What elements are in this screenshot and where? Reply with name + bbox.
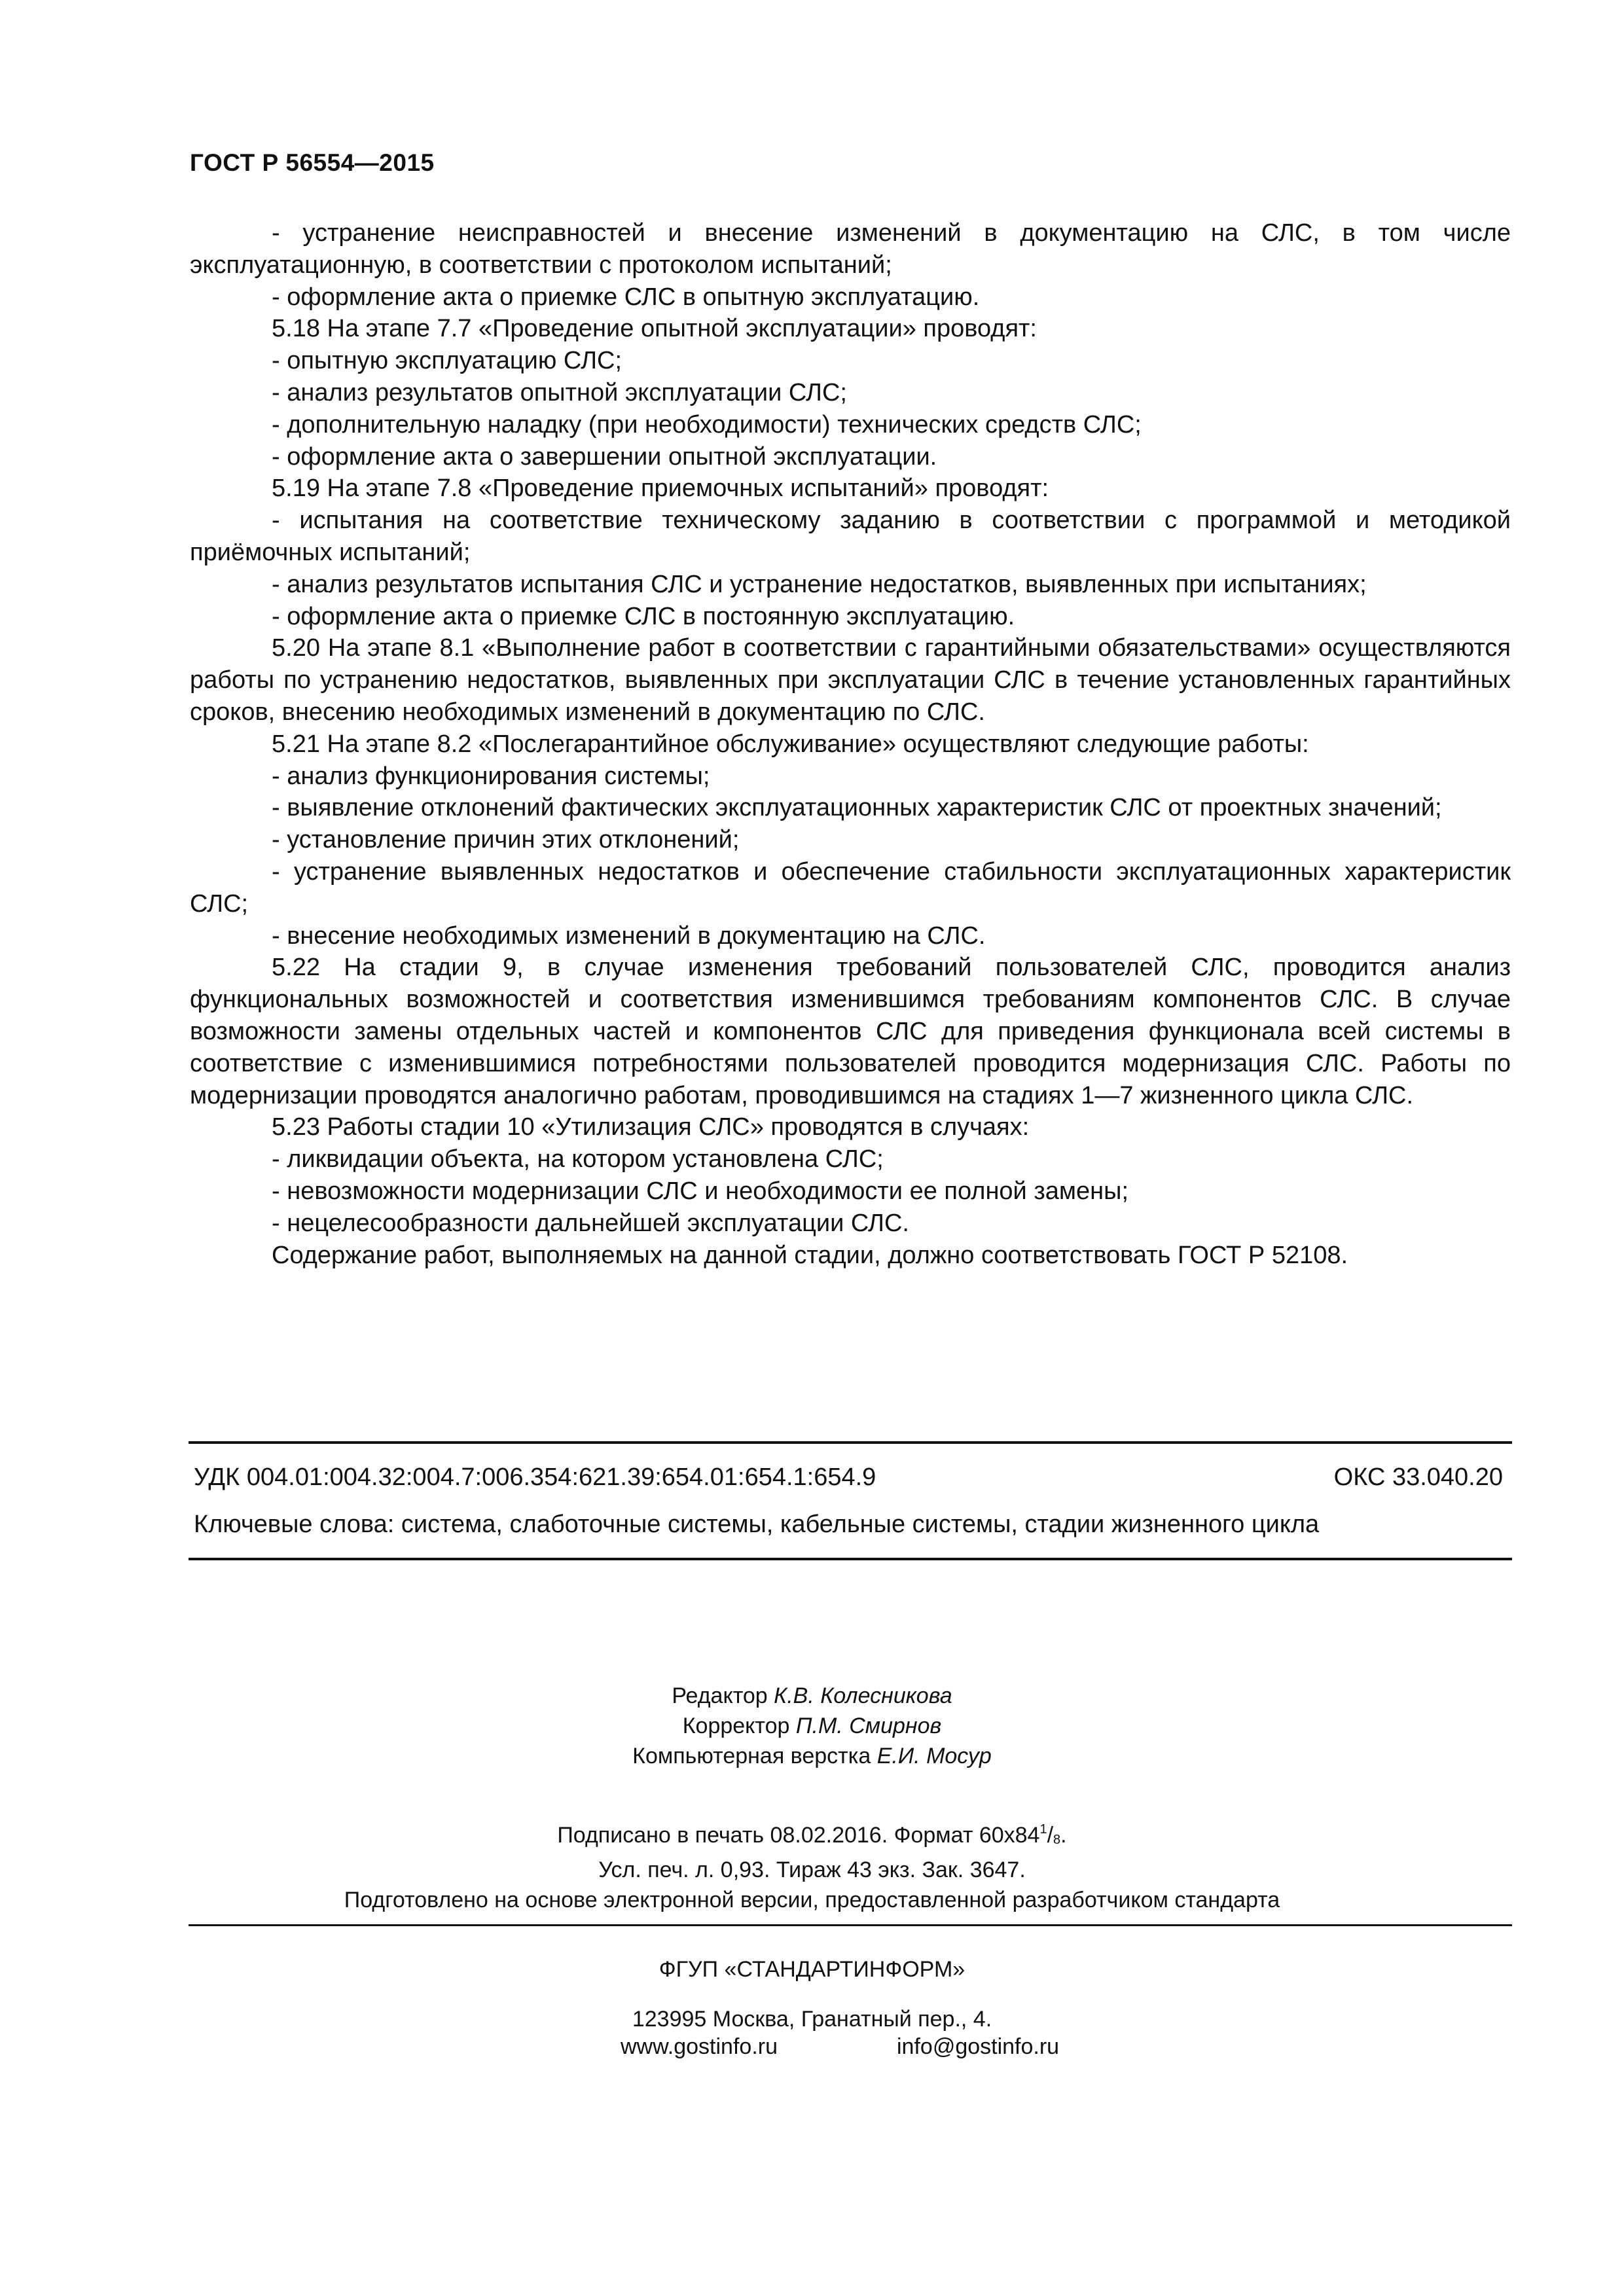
credits-block [0,1681,1624,1771]
website-link[interactable]: www.gostinfo.ru [621,2034,778,2059]
body-paragraph: - дополнительную наладку (при необходимости) технических средств СЛС; [272,410,1142,439]
publisher-address: 123995 Москва, Гранатный пер., 4. [632,2007,992,2032]
body-paragraph: - анализ результатов опытной эксплуатации СЛС; [272,378,847,406]
body-paragraph: 5.19 На этапе 7.8 «Проведение приемочных испытаний» проводят: [272,475,1049,503]
body-paragraph: - устранение неисправностей и внесение изменений в документацию на СЛС, в том числе эксплуатационную, в соответствии с протоколом испытаний; [190,219,1511,279]
editor-line: Редактор К.В. Колесникова [672,1683,952,1708]
body-paragraph: - нецелесообразности дальнейшей эксплуатации СЛС. [272,1209,909,1237]
body-paragraph: 5.23 Работы стадии 10 «Утилизация СЛС» проводятся в случаях: [272,1113,1030,1141]
body-paragraph: 5.20 На этапе 8.1 «Выполнение работ в соответствии с гарантийными обязательствами» осуществляются работы по устранению недостатков, выявленных при эксплуатации СЛС в течение установленных гарантийных сроков, внесению необходимых изменений в документацию по СЛС. [190,634,1511,726]
layout-name: Е.И. Мосур [876,1744,992,1768]
print-details [0,1814,1624,1885]
publisher-name: ФГУП «СТАНДАРТИНФОРМ» [659,1957,965,1982]
print-info-line: Усл. печ. л. 0,93. Тираж 43 экз. Зак. 3647. [598,1857,1026,1882]
body-paragraph: - внесение необходимых изменений в документацию на СЛС. [272,922,986,950]
email-link[interactable]: info@gostinfo.ru [897,2034,1060,2059]
body-paragraph: - выявление отклонений фактических эксплуатационных характеристик СЛС от проектных значений; [272,794,1442,822]
body-paragraph: - невозможности модернизации СЛС и необходимости ее полной замены; [272,1177,1129,1205]
keywords-line: Ключевые слова: система, слаботочные системы, кабельные системы, стадии жизненного цикла [194,1511,1320,1538]
body-paragraph: - анализ результатов испытания СЛС и устранение недостатков, выявленных при испытаниях; [272,570,1367,598]
body-paragraph: Содержание работ, выполняемых на данной стадии, должно соответствовать ГОСТ Р 52108. [272,1241,1348,1269]
document-number-header: ГОСТ Р 56554—2015 [190,149,435,176]
body-paragraph: - установление причин этих отклонений; [272,826,740,854]
udk-code: УДК 004.01:004.32:004.7:006.354:621.39:654.01:654.1:654.9 [194,1463,876,1491]
top-divider [189,1441,1512,1444]
body-paragraph: - оформление акта о приемке СЛС в постоянную эксплуатацию. [272,602,1015,630]
body-paragraph: - ликвидации объекта, на котором установлена СЛС; [272,1145,884,1174]
bottom-divider [189,1558,1512,1560]
body-paragraph: - испытания на соответствие техническому заданию в соответствии с программой и методикой приёмочных испытаний; [190,507,1511,566]
oks-code: ОКС 33.040.20 [1333,1463,1503,1491]
contacts-row [0,2034,1624,2064]
body-paragraph: 5.21 На этапе 8.2 «Послегарантийное обслуживание» осуществляют следующие работы: [272,730,1309,758]
imprint-divider [189,1924,1512,1926]
corrector-line: Корректор П.М. Смирнов [682,1713,942,1738]
prepared-note: Подготовлено на основе электронной версии, предоставленной разработчиком стандарта [344,1888,1280,1912]
signed-line: Подписано в печать 08.02.2016. Формат $60х84^1/8$. [557,1822,1067,1848]
body-paragraph: - устранение выявленных недостатков и обеспечение стабильности эксплуатационных характеристик СЛС; [190,857,1511,918]
body-paragraph: - оформление акта о завершении опытной эксплуатации. [272,442,937,471]
corrector-name: П.М. Смирнов [795,1713,942,1738]
body-text [190,217,1511,1271]
body-paragraph: 5.18 На этапе 7.7 «Проведение опытной эксплуатации» проводят: [272,315,1037,343]
layout-line: Компьютерная верстка Е.И. Мосур [632,1744,992,1768]
body-paragraph: - оформление акта о приемке СЛС в опытную эксплуатацию. [272,283,980,311]
body-paragraph: - опытную эксплуатацию СЛС; [272,347,623,375]
body-paragraph: 5.22 На стадии 9, в случае изменения требований пользователей СЛС, проводится анализ функциональных возможностей и соответствия изменившимся требованиям компонентов СЛС. В случае возможности замены отдельных частей и компонентов СЛС для приведения функционала всей системы в соответствие с изменившимися потребностями пользователей проводится модернизация СЛС. Работы по модернизации проводятся аналогично работам, проводившимся на стадиях 1—7 жизненного цикла СЛС. [190,954,1511,1109]
editor-name: К.В. Колесникова [774,1683,952,1708]
body-paragraph: - анализ функционирования системы; [272,762,710,790]
